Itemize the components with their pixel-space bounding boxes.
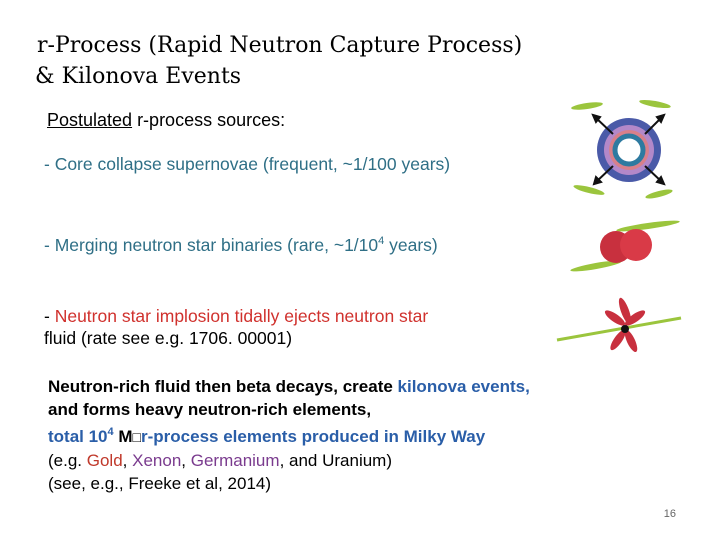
neutron-star-binary-icon [568,218,683,273]
bullet-binaries [44,230,438,256]
para-line-5: (see, e.g., Freeke et al, 2014) [48,474,272,493]
bullet-implosion [44,305,428,349]
title-line-2: & Kilonova Events [35,64,242,89]
element-gold: Gold [86,451,123,470]
para-line-4-sep2: , [181,451,191,470]
bullet-binaries-end: years) [384,235,438,255]
para-line-3 [48,421,530,449]
bullet-binaries-exponent: 4 [378,235,385,247]
page-number: 16 [663,508,676,520]
bullet-binaries-text: - Merging neutron star binaries (rare, ~1/10 [44,235,379,255]
para-line-2: and forms heavy neutron-rich elements, [48,400,372,419]
subheading-rest: r-process sources: [132,110,286,130]
para-line-1-text: Neutron-rich fluid then beta decays, create [48,377,398,396]
subheading [47,110,285,131]
para-line-3-a: total 10 [48,427,108,446]
subheading-underlined: Postulated [47,110,133,130]
bullet-implosion-dash: - [44,306,55,326]
kilonova-events-text: kilonova events, [397,377,530,396]
element-xenon: Xenon [132,451,182,470]
para-line-3-exponent: 4 [107,426,114,438]
para-line-4 [48,449,530,472]
para-line-4-end: , and Uranium) [279,451,392,470]
slide-title [37,30,522,92]
para-line-3-c: r-process elements produced in Milky Way [141,427,486,446]
solar-mass-symbol: □ [132,429,142,445]
para-line-1 [48,375,530,398]
neutron-star-implosion-icon [555,296,685,366]
summary-paragraph [48,375,530,495]
title-line-1: r-Process (Rapid Neutron Capture Process) [37,33,523,58]
para-line-4-sep1: , [122,451,133,470]
para-line-4-a: (e.g. [48,451,87,470]
bullet-implosion-line-1 [44,305,428,327]
bullet-implosion-highlight: Neutron star implosion tidally ejects neutron star [54,306,429,326]
supernova-diagram-icon [565,96,680,206]
bullet-implosion-line-2: fluid (rate see e.g. 1706. 00001) [44,328,293,348]
para-line-3-b: M [113,427,133,446]
element-germanium: Germanium [190,451,280,470]
bullet-supernovae: - Core collapse supernovae (frequent, ~1/100 years) [44,154,451,174]
